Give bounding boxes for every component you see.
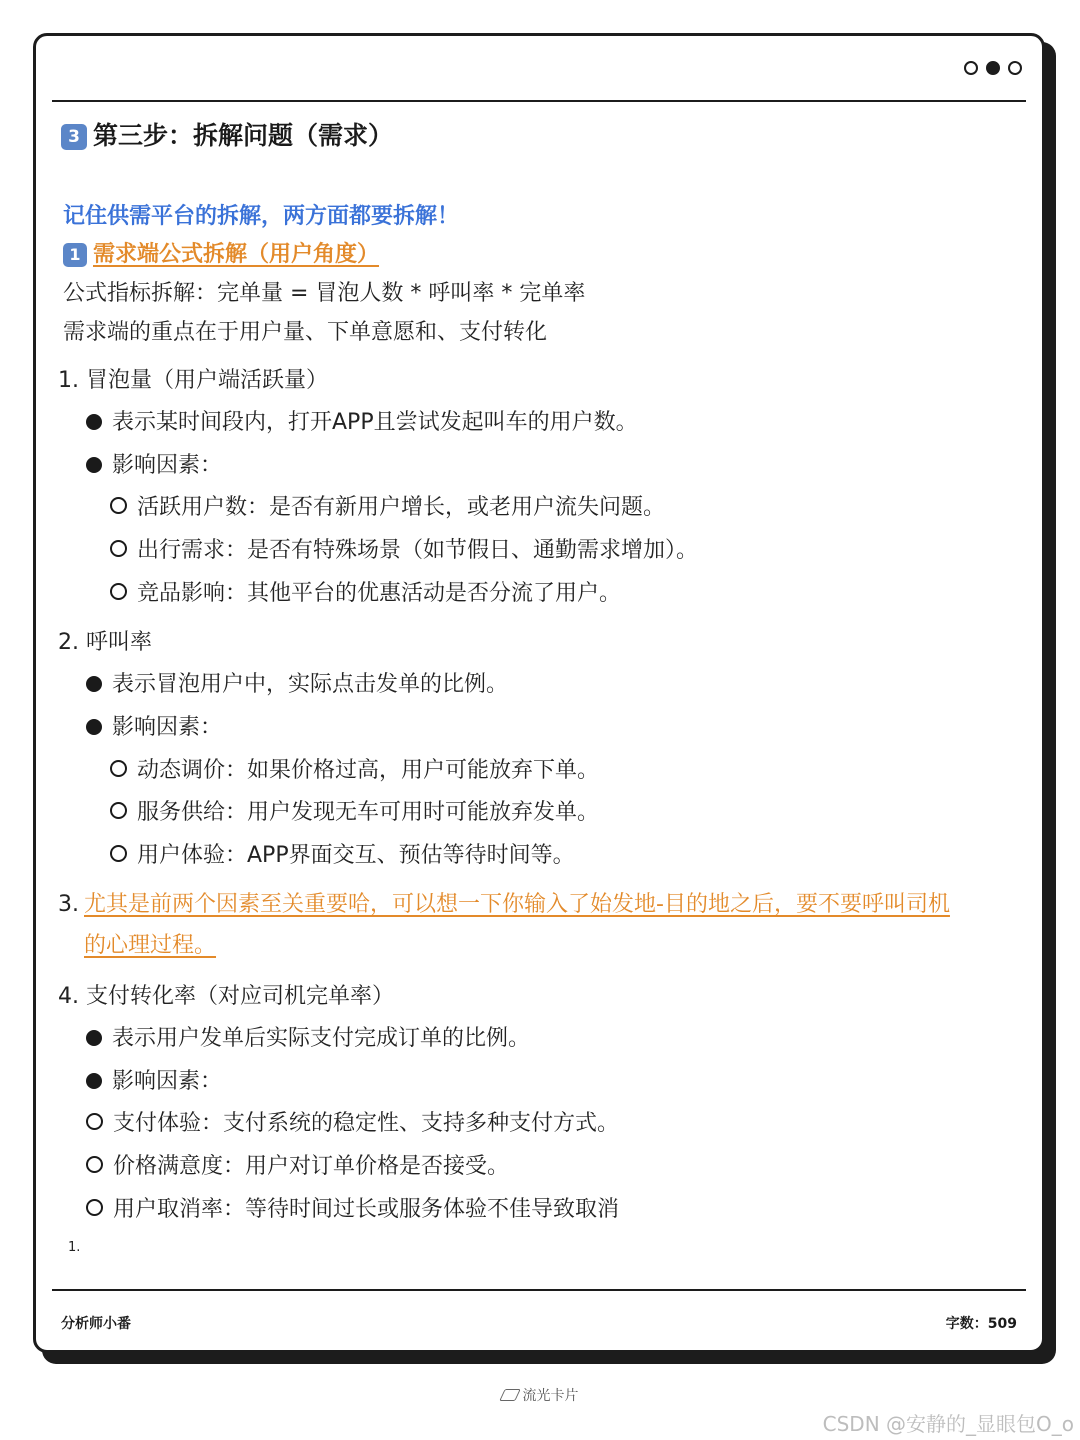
bottom-divider — [52, 1289, 1026, 1291]
list-item — [86, 1024, 530, 1054]
bullet-icon — [86, 1030, 102, 1046]
list-item-text: 表示某时间段内，打开APP且尝试发起叫车的用户数。 — [112, 410, 638, 435]
orange-note-line-2: 的心理过程。 — [84, 933, 217, 958]
bullet-icon — [86, 676, 102, 692]
circle-bullet-icon — [86, 1156, 103, 1173]
circle-bullet-icon — [110, 540, 127, 557]
list-item — [86, 713, 222, 743]
brand-mark — [0, 1385, 1080, 1405]
brand-name: 流光卡片 — [522, 1388, 579, 1404]
sub-list-item-text: 竞品影响：其他平台的优惠活动是否分流了用户。 — [137, 581, 622, 606]
list-item — [86, 451, 222, 481]
circle-bullet-icon — [110, 583, 127, 600]
window-dots — [964, 61, 1022, 75]
list-item-text: 影响因素： — [112, 1069, 223, 1094]
trailing-list-number: 1. — [68, 1240, 81, 1255]
sub-list-item — [86, 1195, 619, 1225]
sub-list-item — [110, 536, 698, 566]
list-item-text: 表示用户发单后实际支付完成订单的比例。 — [112, 1026, 531, 1051]
bullet-icon — [86, 457, 102, 473]
keycap-3-icon: 3 — [61, 124, 87, 150]
highlight-note: 记住供需平台的拆解，两方面都要拆解！ — [63, 204, 460, 229]
circle-bullet-icon — [110, 802, 127, 819]
sub-list-item — [110, 756, 599, 786]
circle-bullet-icon — [86, 1113, 103, 1130]
brand-logo-icon — [499, 1389, 521, 1401]
sub-list-item — [110, 798, 599, 828]
sub-list-item-text: 动态调价：如果价格过高，用户可能放弃下单。 — [137, 758, 600, 783]
sub-list-item — [86, 1152, 509, 1182]
circle-bullet-icon — [110, 760, 127, 777]
orange-note-line-1: 尤其是前两个因素至关重要哈，可以想一下你输入了始发地-目的地之后，要不要呼叫司机 — [84, 892, 950, 917]
circle-bullet-icon — [110, 845, 127, 862]
top-divider — [52, 100, 1026, 102]
bullet-icon — [86, 719, 102, 735]
author-label: 分析师小番 — [61, 1316, 131, 1332]
list-item — [86, 1067, 222, 1097]
sub-list-item — [110, 493, 665, 523]
circle-bullet-icon — [86, 1199, 103, 1216]
list-item-number: 3. — [58, 892, 79, 917]
section-title-text: 第三步：拆解问题（需求） — [93, 121, 394, 150]
list-item-text: 影响因素： — [112, 453, 223, 478]
section-title — [61, 121, 393, 151]
sub-list-item-text: 用户取消率：等待时间过长或服务体验不佳导致取消 — [113, 1197, 620, 1222]
list-item-heading: 2. 呼叫率 — [58, 630, 152, 655]
list-item — [86, 670, 508, 700]
subsection-title-text: 需求端公式拆解（用户角度） — [93, 242, 380, 267]
list-item-heading: 4. 支付转化率（对应司机完单率） — [58, 984, 394, 1009]
formula-text: 公式指标拆解：完单量 = 冒泡人数 * 呼叫率 * 完单率 — [63, 281, 586, 306]
list-item — [86, 408, 638, 438]
dot-icon — [964, 61, 978, 75]
sub-list-item — [110, 841, 575, 871]
bullet-icon — [86, 1073, 102, 1089]
list-item-heading: 1. 冒泡量（用户端活跃量） — [58, 368, 328, 393]
focus-text: 需求端的重点在于用户量、下单意愿和、支付转化 — [63, 320, 548, 345]
dot-filled-icon — [986, 61, 1000, 75]
word-count: 字数：509 — [945, 1316, 1017, 1332]
watermark: CSDN @安静的_显眼包O_o — [822, 1412, 1074, 1436]
sub-list-item-text: 用户体验：APP界面交互、预估等待时间等。 — [137, 843, 575, 868]
list-item-text: 表示冒泡用户中，实际点击发单的比例。 — [112, 672, 509, 697]
sub-list-item-text: 价格满意度：用户对订单价格是否接受。 — [113, 1154, 510, 1179]
content-card — [33, 33, 1045, 1353]
list-item-text: 影响因素： — [112, 715, 223, 740]
sub-list-item — [110, 579, 621, 609]
sub-list-item-text: 活跃用户数：是否有新用户增长，或老用户流失问题。 — [137, 495, 666, 520]
sub-list-item-text: 出行需求：是否有特殊场景（如节假日、通勤需求增加）。 — [137, 538, 699, 563]
subsection-title — [63, 240, 379, 270]
keycap-1-icon: 1 — [63, 243, 87, 267]
circle-bullet-icon — [110, 497, 127, 514]
sub-list-item-text: 支付体验：支付系统的稳定性、支持多种支付方式。 — [113, 1111, 620, 1136]
bullet-icon — [86, 414, 102, 430]
sub-list-item — [86, 1109, 619, 1139]
dot-icon — [1008, 61, 1022, 75]
sub-list-item-text: 服务供给：用户发现无车可用时可能放弃发单。 — [137, 800, 600, 825]
